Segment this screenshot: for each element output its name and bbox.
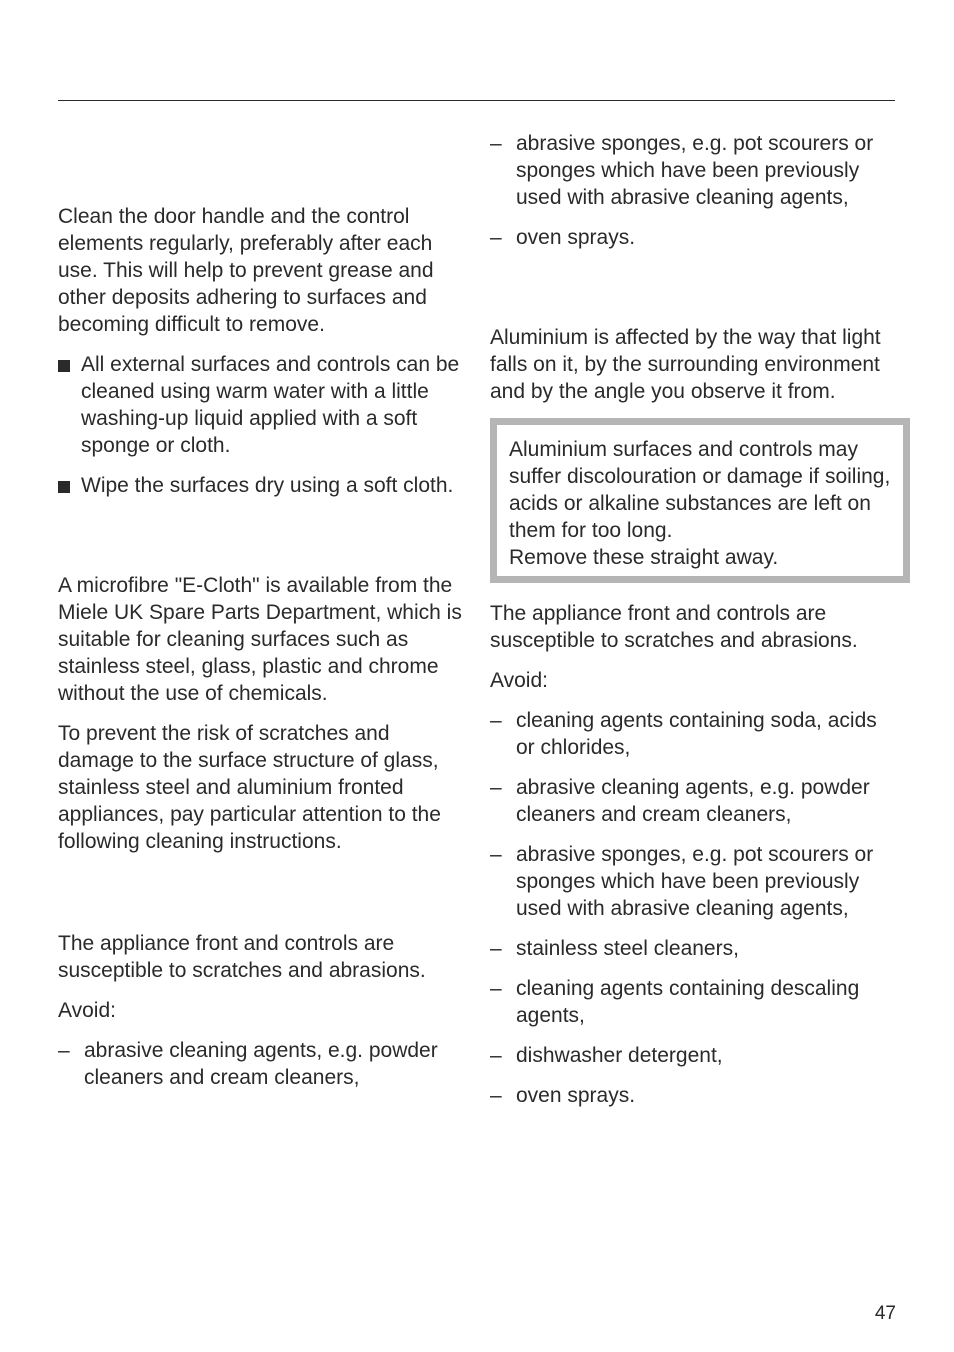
warning-text: Aluminium surfaces and controls may suffer discolouration or damage if soiling, acids or alkaline substances are left on them for too long.: [509, 438, 891, 542]
avoid-list-item: [490, 707, 896, 761]
avoid-list-item: [490, 1082, 896, 1109]
square-bullet-icon: [58, 481, 70, 493]
dash-marker: –: [490, 843, 502, 866]
list-item: [490, 224, 896, 251]
avoid-list-item: [490, 841, 896, 922]
avoid-list-item: [490, 774, 896, 828]
dash-marker: –: [490, 1044, 502, 1067]
intro-paragraph: Clean the door handle and the control elements regularly, preferably after each use. This will help to prevent grease and other deposits adhering to surfaces and becoming difficult to remove.: [58, 205, 434, 336]
avoid-item-text: abrasive sponges, e.g. pot scourers or sponges which have been previously used with abrasive cleaning agents,: [516, 843, 874, 920]
ecloth-paragraph: A microfibre "E-Cloth" is available from the Miele UK Spare Parts Department, which is suitable for cleaning surfaces such as stainless steel, glass, plastic and chrome without the use of chemicals.: [58, 574, 462, 705]
avoid-item-text: dishwasher detergent,: [516, 1044, 723, 1067]
dash-marker: –: [490, 132, 502, 155]
dash-marker: –: [490, 977, 502, 1000]
warning-box: [490, 418, 910, 583]
avoid-list-item: [490, 935, 896, 962]
avoid-label: Avoid:: [490, 669, 548, 692]
square-bullet-icon: [58, 360, 70, 372]
dash-marker: –: [490, 937, 502, 960]
dash-marker: –: [490, 226, 502, 249]
prevent-paragraph: To prevent the risk of scratches and damage to the surface structure of glass, stainless steel and aluminium fronted appliances, pay particular attention to the following cleaning instructions.: [58, 722, 441, 853]
avoid-label: Avoid:: [58, 999, 116, 1022]
aluminium-paragraph: Aluminium is affected by the way that light falls on it, by the surrounding environment and by the angle you observe it from.: [490, 326, 881, 403]
bullet-text: Wipe the surfaces dry using a soft cloth.: [81, 474, 454, 497]
warning-action: Remove these straight away.: [509, 546, 779, 569]
avoid-item-text: cleaning agents containing descaling agents,: [516, 977, 860, 1027]
front-paragraph: The appliance front and controls are susceptible to scratches and abrasions.: [490, 602, 858, 652]
dash-marker: –: [490, 709, 502, 732]
list-item: [490, 130, 896, 211]
front-paragraph: The appliance front and controls are susceptible to scratches and abrasions.: [58, 932, 426, 982]
bullet-text: All external surfaces and controls can be cleaned using warm water with a little washing-up liquid applied with a soft sponge or cloth.: [81, 353, 460, 457]
header-rule: [58, 100, 895, 101]
dash-marker: –: [58, 1039, 70, 1062]
bullet-item: [58, 472, 468, 499]
bullet-item: [58, 351, 468, 459]
avoid-item-text: abrasive cleaning agents, e.g. powder cleaners and cream cleaners,: [84, 1039, 438, 1089]
avoid-item-text: stainless steel cleaners,: [516, 937, 739, 960]
list-item-text: oven sprays.: [516, 226, 636, 249]
avoid-list-item: [58, 1037, 468, 1091]
avoid-list-item: [490, 1042, 896, 1069]
list-item-text: abrasive sponges, e.g. pot scourers or sponges which have been previously used with abrasive cleaning agents,: [516, 132, 874, 209]
avoid-item-text: oven sprays.: [516, 1084, 636, 1107]
dash-marker: –: [490, 1084, 502, 1107]
page-number: 47: [874, 1303, 896, 1324]
avoid-item-text: cleaning agents containing soda, acids or chlorides,: [516, 709, 877, 759]
avoid-item-text: abrasive cleaning agents, e.g. powder cleaners and cream cleaners,: [516, 776, 870, 826]
dash-marker: –: [490, 776, 502, 799]
left-column: [58, 203, 468, 1104]
avoid-list-item: [490, 975, 896, 1029]
right-column: [490, 130, 896, 1122]
